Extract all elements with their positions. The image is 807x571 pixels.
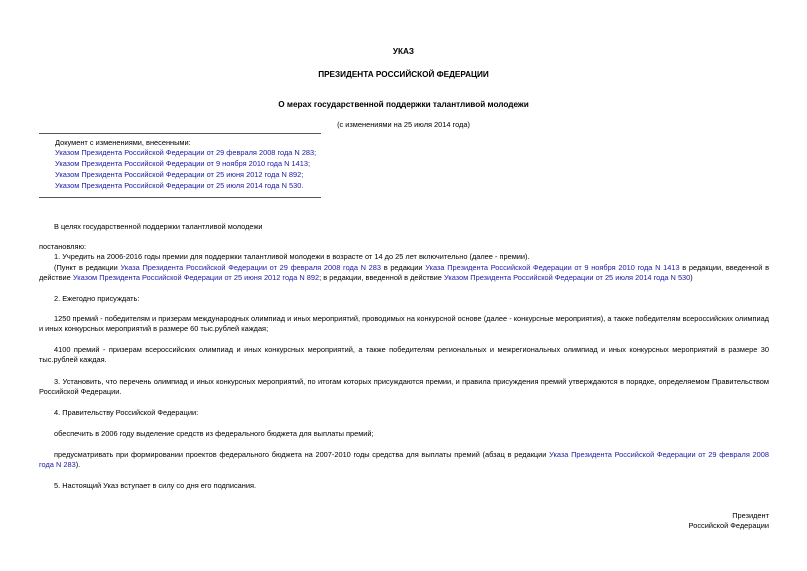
amend-link[interactable]: Указа Президента Российской Федерации от 29 февраля 2008 года N 283 [120, 263, 382, 272]
amendment-note: (с изменениями на 25 июля 2014 года) [337, 120, 470, 129]
paragraph-2b: 4100 премий - призерам всероссийских олимпиад и иных конкурсных мероприятий, а также победителям региональных и межрегиональных олимпиад и иных конкурсных мероприятий в размере 30 тыс.рублей каждая. [39, 345, 769, 364]
document-title: УКАЗ [392, 47, 415, 56]
change-link[interactable]: Указом Президента Российской Федерации от 29 февраля 2008 года N 283; [55, 148, 317, 157]
signature-title: Президент [732, 511, 769, 520]
change-link[interactable]: Указом Президента Российской Федерации от 25 июня 2012 года N 892; [55, 170, 304, 179]
document-subtitle: ПРЕЗИДЕНТА РОССИЙСКОЙ ФЕДЕРАЦИИ [318, 70, 489, 79]
paragraph-2a: 1250 премий - победителям и призерам международных олимпиад и иных мероприятий, проводимых на конкурсной основе (далее - конкурсные мероприятия), а также победителям всероссийских олимпиад и иных конкурсных мероприятий в размере 60 тыс.рублей каждая; [39, 314, 769, 333]
amend-link[interactable]: Указом Президента Российской Федерации от 25 июня 2012 года N 892 [72, 273, 320, 282]
document-heading: О мерах государственной поддержки талантливой молодежи [278, 100, 529, 109]
decree-word: постановляю: [39, 242, 87, 251]
change-link[interactable]: Указом Президента Российской Федерации от 25 июля 2014 года N 530. [55, 181, 304, 190]
paragraph-1-note: (Пункт в редакции Указа Президента Российской Федерации от 29 февраля 2008 года N 283 в редакции Указа Президента Российской Федерации от 9 ноября 2010 года N 1413 в редакции, введенной в действие Указом Президента Российской Федерации от 25 июня 2012 года N 892; в редакции, введенной в действие Указом Президента Российской Федерации от 25 июля 2014 года N 530) [39, 263, 769, 282]
amend-link[interactable]: Указа Президента Российской Федерации от 9 ноября 2010 года N 1413 [425, 263, 680, 272]
changes-top-rule [39, 133, 321, 134]
paragraph-4a: обеспечить в 2006 году выделение средств из федерального бюджета для выплаты премий; [54, 429, 374, 438]
amend-link[interactable]: Указом Президента Российской Федерации от 25 июля 2014 года N 530 [443, 273, 691, 282]
signature-country: Российской Федерации [688, 521, 769, 530]
change-link[interactable]: Указом Президента Российской Федерации от 9 ноября 2010 года N 1413; [55, 159, 311, 168]
paragraph-3: 3. Установить, что перечень олимпиад и иных конкурсных мероприятий, по итогам которых присуждаются премии, и правила присуждения премий утверждаются в порядке, определяемом Правительством Российской Федерации. [39, 377, 769, 396]
preamble: В целях государственной поддержки талантливой молодежи [54, 222, 263, 231]
paragraph-4: 4. Правительству Российской Федерации: [54, 408, 199, 417]
paragraph-2: 2. Ежегодно присуждать: [54, 294, 140, 303]
paragraph-1: 1. Учредить на 2006-2016 годы премии для поддержки талантливой молодежи в возрасте от 14 до 25 лет включительно (далее - премии). [54, 252, 530, 261]
amend-link[interactable]: Указа Президента Российской Федерации от 29 февраля 2008 года N 283 [39, 450, 769, 469]
paragraph-4b: предусматривать при формировании проектов федерального бюджета на 2007-2010 годы средства для выплаты премий (абзац в редакции Указа Президента Российской Федерации от 29 февраля 2008 года N 283). [39, 450, 769, 469]
changes-bottom-rule [39, 197, 321, 198]
changes-intro: Документ с изменениями, внесенными: [55, 138, 191, 147]
paragraph-5: 5. Настоящий Указ вступает в силу со дня его подписания. [54, 481, 257, 490]
